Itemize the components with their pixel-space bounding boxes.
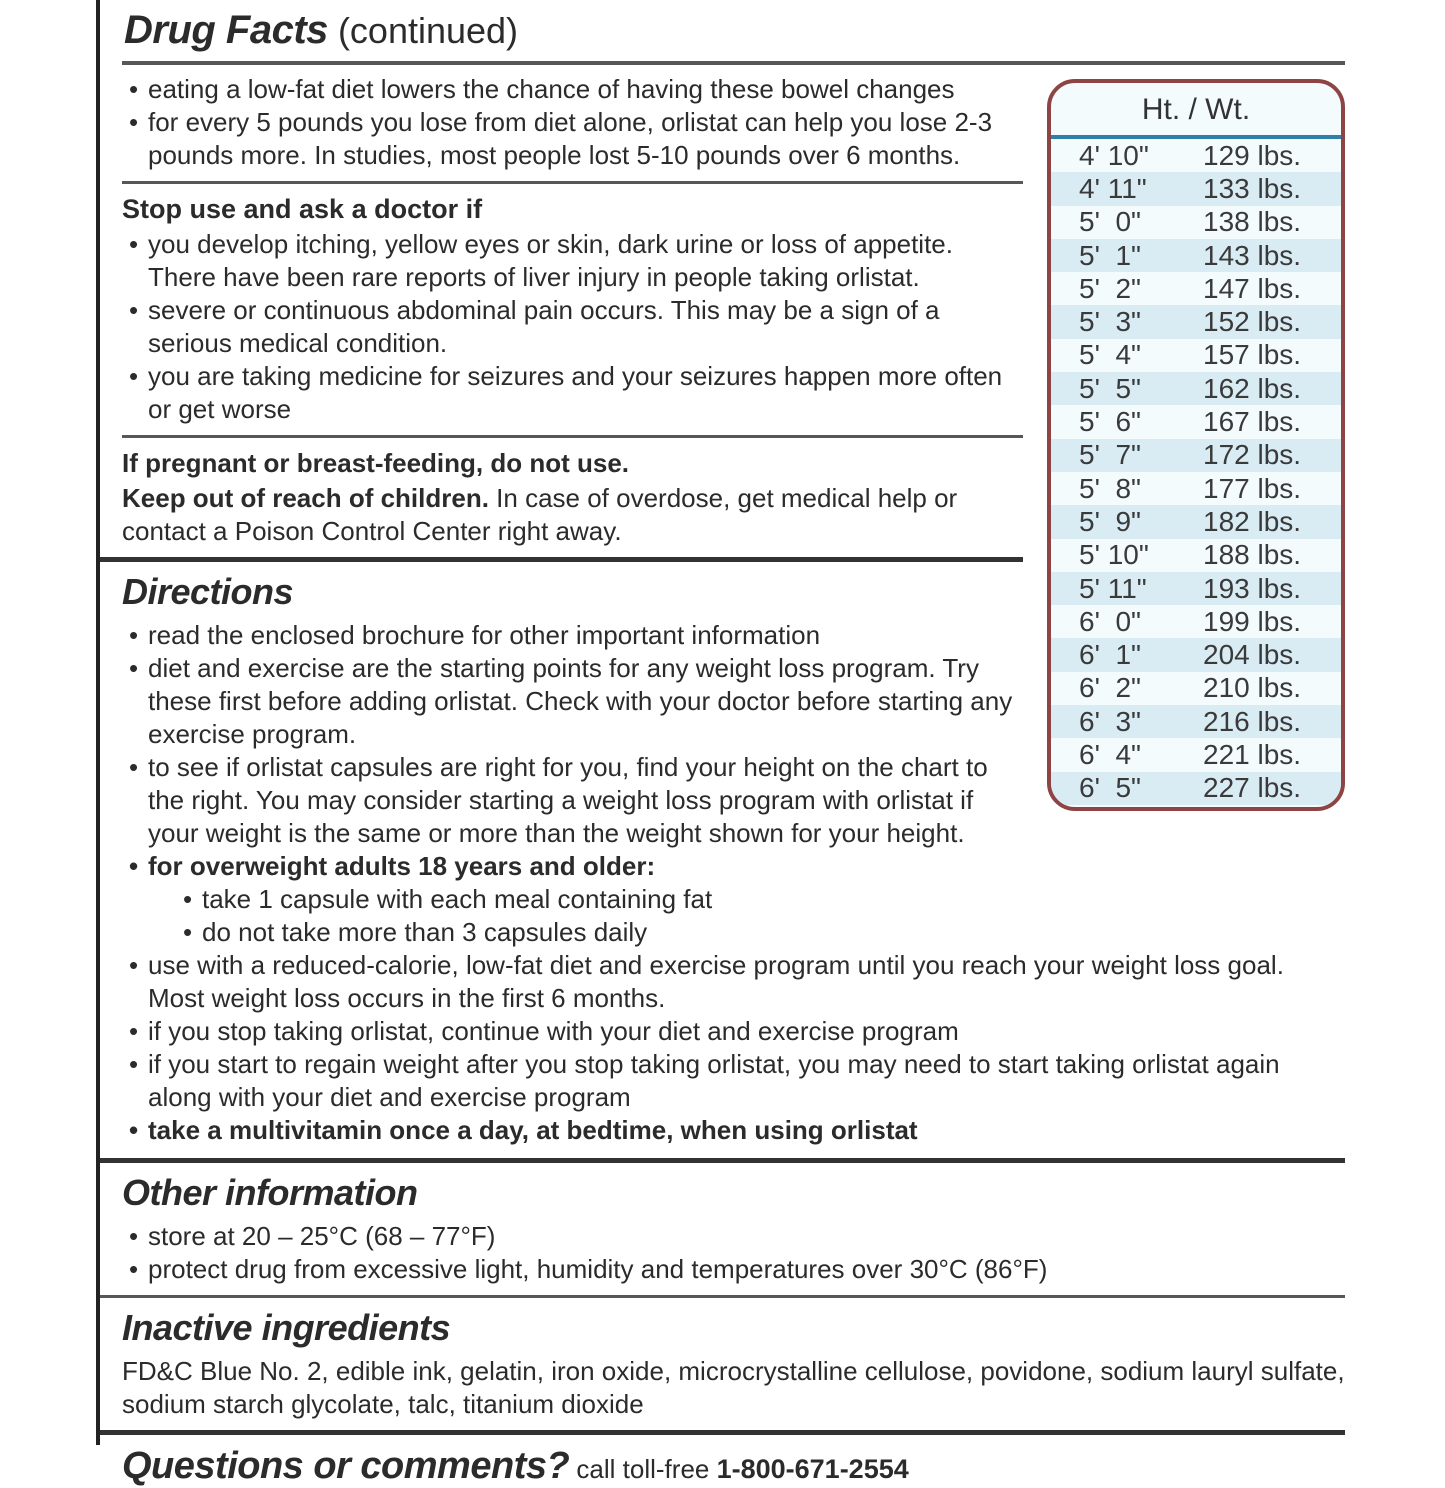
section-directions bbox=[122, 571, 1345, 1147]
bullet-item bbox=[122, 850, 1345, 949]
bullet-item bbox=[122, 294, 1345, 360]
label-content bbox=[122, 0, 1345, 1488]
sub-bullet-item: • do not take more than 3 capsules daily bbox=[176, 916, 1345, 949]
warnings-bullet-list bbox=[122, 73, 1345, 172]
bullet-item bbox=[122, 106, 1345, 172]
page-title-suffix: (continued) bbox=[327, 10, 519, 51]
height-value: 5' 4" bbox=[1079, 339, 1141, 371]
weight-value: 204 lbs. bbox=[1203, 639, 1302, 671]
bullet-text: for overweight adults 18 years and older: bbox=[148, 851, 656, 881]
height-weight-row bbox=[1051, 172, 1341, 205]
bullet-text: protect drug from excessive light, humidity and temperatures over 30°C (86°F) bbox=[148, 1254, 1048, 1284]
weight-value: 188 lbs. bbox=[1203, 539, 1302, 571]
height-value: 5' 8" bbox=[1079, 472, 1141, 504]
height-weight-row bbox=[1051, 539, 1341, 572]
stop-use-heading: Stop use and ask a doctor if bbox=[122, 194, 483, 224]
weight-value: 143 lbs. bbox=[1203, 239, 1302, 271]
weight-value: 133 lbs. bbox=[1203, 172, 1302, 204]
other-information-bullet-list bbox=[122, 1220, 1345, 1286]
questions-heading: Questions or comments? bbox=[122, 1445, 570, 1487]
overdose-text: In case of overdose, get medical help or contact a Poison Control Center right away. bbox=[122, 483, 958, 546]
page-title bbox=[124, 8, 1343, 53]
height-value: 6' 4" bbox=[1079, 738, 1141, 770]
height-weight-row bbox=[1051, 572, 1341, 605]
weight-value: 199 lbs. bbox=[1203, 605, 1302, 637]
height-value: 4' 11" bbox=[1079, 172, 1147, 204]
weight-value: 193 lbs. bbox=[1203, 572, 1302, 604]
weight-value: 167 lbs. bbox=[1203, 406, 1302, 438]
height-value: 5' 7" bbox=[1079, 439, 1141, 471]
directions-bullet-list bbox=[122, 619, 1345, 1147]
major-section-divider bbox=[96, 1158, 1345, 1163]
keep-out-of-reach-bold: Keep out of reach of children. bbox=[122, 483, 489, 513]
height-value: 5' 9" bbox=[1079, 505, 1141, 537]
section-other-information bbox=[122, 1172, 1345, 1286]
weight-value: 182 lbs. bbox=[1203, 505, 1302, 537]
bullet-text: you are taking medicine for seizures and your seizures happen more often or get worse bbox=[148, 361, 1003, 424]
page-title-main: Drug Facts bbox=[124, 8, 328, 52]
questions-call-text: call toll-free bbox=[569, 1454, 717, 1484]
height-value: 4' 10" bbox=[1079, 139, 1149, 171]
bullet-item bbox=[122, 1048, 1345, 1114]
directions-heading: Directions bbox=[122, 571, 294, 612]
weight-value: 157 lbs. bbox=[1203, 339, 1302, 371]
sub-bullet-list bbox=[176, 883, 1345, 949]
inactive-ingredients-text: FD&C Blue No. 2, edible ink, gelatin, iron oxide, microcrystalline cellulose, povidone, sodium lauryl sulfate, sodium starch glycolate, talc, titanium dioxide bbox=[122, 1356, 1345, 1419]
pregnancy-warning-line: If pregnant or breast-feeding, do not use. bbox=[122, 448, 630, 478]
height-value: 5' 3" bbox=[1079, 306, 1141, 338]
height-weight-row bbox=[1051, 505, 1341, 538]
bullet-item bbox=[122, 1015, 1345, 1048]
other-information-heading: Other information bbox=[122, 1172, 418, 1213]
bullet-item bbox=[122, 1114, 1345, 1147]
weight-value: 147 lbs. bbox=[1203, 272, 1302, 304]
bullet-text: take a multivitamin once a day, at bedtime, when using orlistat bbox=[148, 1115, 918, 1145]
height-value: 5' 1" bbox=[1079, 239, 1141, 271]
bullet-item bbox=[122, 228, 1345, 294]
section-stop-use bbox=[122, 193, 1345, 426]
bullet-item bbox=[122, 619, 1345, 652]
height-weight-row bbox=[1051, 439, 1341, 472]
height-value: 5' 5" bbox=[1079, 372, 1141, 404]
height-value: 5' 2" bbox=[1079, 272, 1141, 304]
weight-value: 138 lbs. bbox=[1203, 206, 1302, 238]
height-value: 6' 3" bbox=[1079, 705, 1141, 737]
bullet-item bbox=[122, 652, 1345, 751]
weight-value: 162 lbs. bbox=[1203, 372, 1302, 404]
height-value: 6' 1" bbox=[1079, 639, 1141, 671]
height-weight-table-header: Ht. / Wt. bbox=[1141, 93, 1251, 126]
bullet-item bbox=[122, 360, 1345, 426]
section-warnings-continued bbox=[122, 73, 1345, 172]
height-value: 5' 11" bbox=[1079, 572, 1147, 604]
height-value: 5' 0" bbox=[1079, 206, 1141, 238]
weight-value: 227 lbs. bbox=[1203, 772, 1302, 804]
bullet-item bbox=[122, 1220, 1345, 1253]
bullet-item bbox=[122, 73, 1345, 106]
weight-value: 172 lbs. bbox=[1203, 439, 1302, 471]
major-section-divider bbox=[96, 1430, 1345, 1435]
questions-phone-number: 1-800-671-2554 bbox=[716, 1454, 909, 1484]
stop-use-bullet-list bbox=[122, 228, 1345, 426]
bullet-text: for every 5 pounds you lose from diet alone, orlistat can help you lose 2-3 pounds more. In studies, most people lost 5-10 pounds over 6 months. bbox=[148, 107, 993, 170]
weight-value: 152 lbs. bbox=[1203, 306, 1302, 338]
section-divider bbox=[122, 435, 1023, 438]
label-left-border bbox=[96, 0, 100, 1445]
bullet-text: if you stop taking orlistat, continue with your diet and exercise program bbox=[148, 1016, 959, 1046]
weight-value: 216 lbs. bbox=[1203, 705, 1302, 737]
bullet-text: severe or continuous abdominal pain occurs. This may be a sign of a serious medical condition. bbox=[148, 295, 940, 358]
bullet-text: store at 20 – 25°C (68 – 77°F) bbox=[148, 1221, 496, 1251]
section-questions bbox=[122, 1445, 1345, 1488]
bullet-text: if you start to regain weight after you stop taking orlistat, you may need to start taking orlistat again along with your diet and exercise program bbox=[148, 1049, 1280, 1112]
bullet-text: use with a reduced-calorie, low-fat diet and exercise program until you reach your weight loss goal. Most weight loss occurs in the first 6 months. bbox=[148, 950, 1284, 1013]
section-divider bbox=[122, 61, 1345, 65]
bullet-text: read the enclosed brochure for other important information bbox=[148, 620, 821, 650]
height-value: 6' 0" bbox=[1079, 605, 1141, 637]
upper-flow bbox=[122, 73, 1345, 1149]
height-value: 6' 5" bbox=[1079, 772, 1141, 804]
bullet-item bbox=[122, 751, 1345, 850]
bullet-item bbox=[122, 949, 1345, 1015]
height-value: 5' 10" bbox=[1079, 539, 1149, 571]
bullet-item bbox=[122, 1253, 1345, 1286]
height-value: 6' 2" bbox=[1079, 672, 1141, 704]
section-divider bbox=[122, 181, 1023, 184]
inactive-ingredients-heading: Inactive ingredients bbox=[122, 1307, 451, 1348]
sub-bullet-item: • take 1 capsule with each meal containing fat bbox=[176, 883, 1345, 916]
height-value: 5' 6" bbox=[1079, 406, 1141, 438]
height-weight-row bbox=[1051, 472, 1341, 505]
weight-value: 210 lbs. bbox=[1203, 672, 1302, 704]
weight-value: 177 lbs. bbox=[1203, 472, 1302, 504]
weight-value: 221 lbs. bbox=[1203, 738, 1302, 770]
bullet-text: you develop itching, yellow eyes or skin, dark urine or loss of appetite. There have been rare reports of liver injury in people taking orlistat. bbox=[148, 229, 953, 292]
section-divider bbox=[96, 1295, 1345, 1298]
bullet-text: to see if orlistat capsules are right for you, find your height on the chart to the right. You may consider starting a weight loss program with orlistat if your weight is the same or more than the weight shown for your height. bbox=[148, 752, 988, 848]
bullet-text: eating a low-fat diet lowers the chance of having these bowel changes bbox=[148, 74, 955, 104]
section-inactive-ingredients bbox=[122, 1307, 1345, 1421]
major-section-divider bbox=[96, 557, 1023, 562]
weight-value: 129 lbs. bbox=[1203, 139, 1302, 171]
bullet-text: diet and exercise are the starting points for any weight loss program. Try these first before adding orlistat. Check with your doctor before starting any exercise program. bbox=[148, 653, 1013, 749]
